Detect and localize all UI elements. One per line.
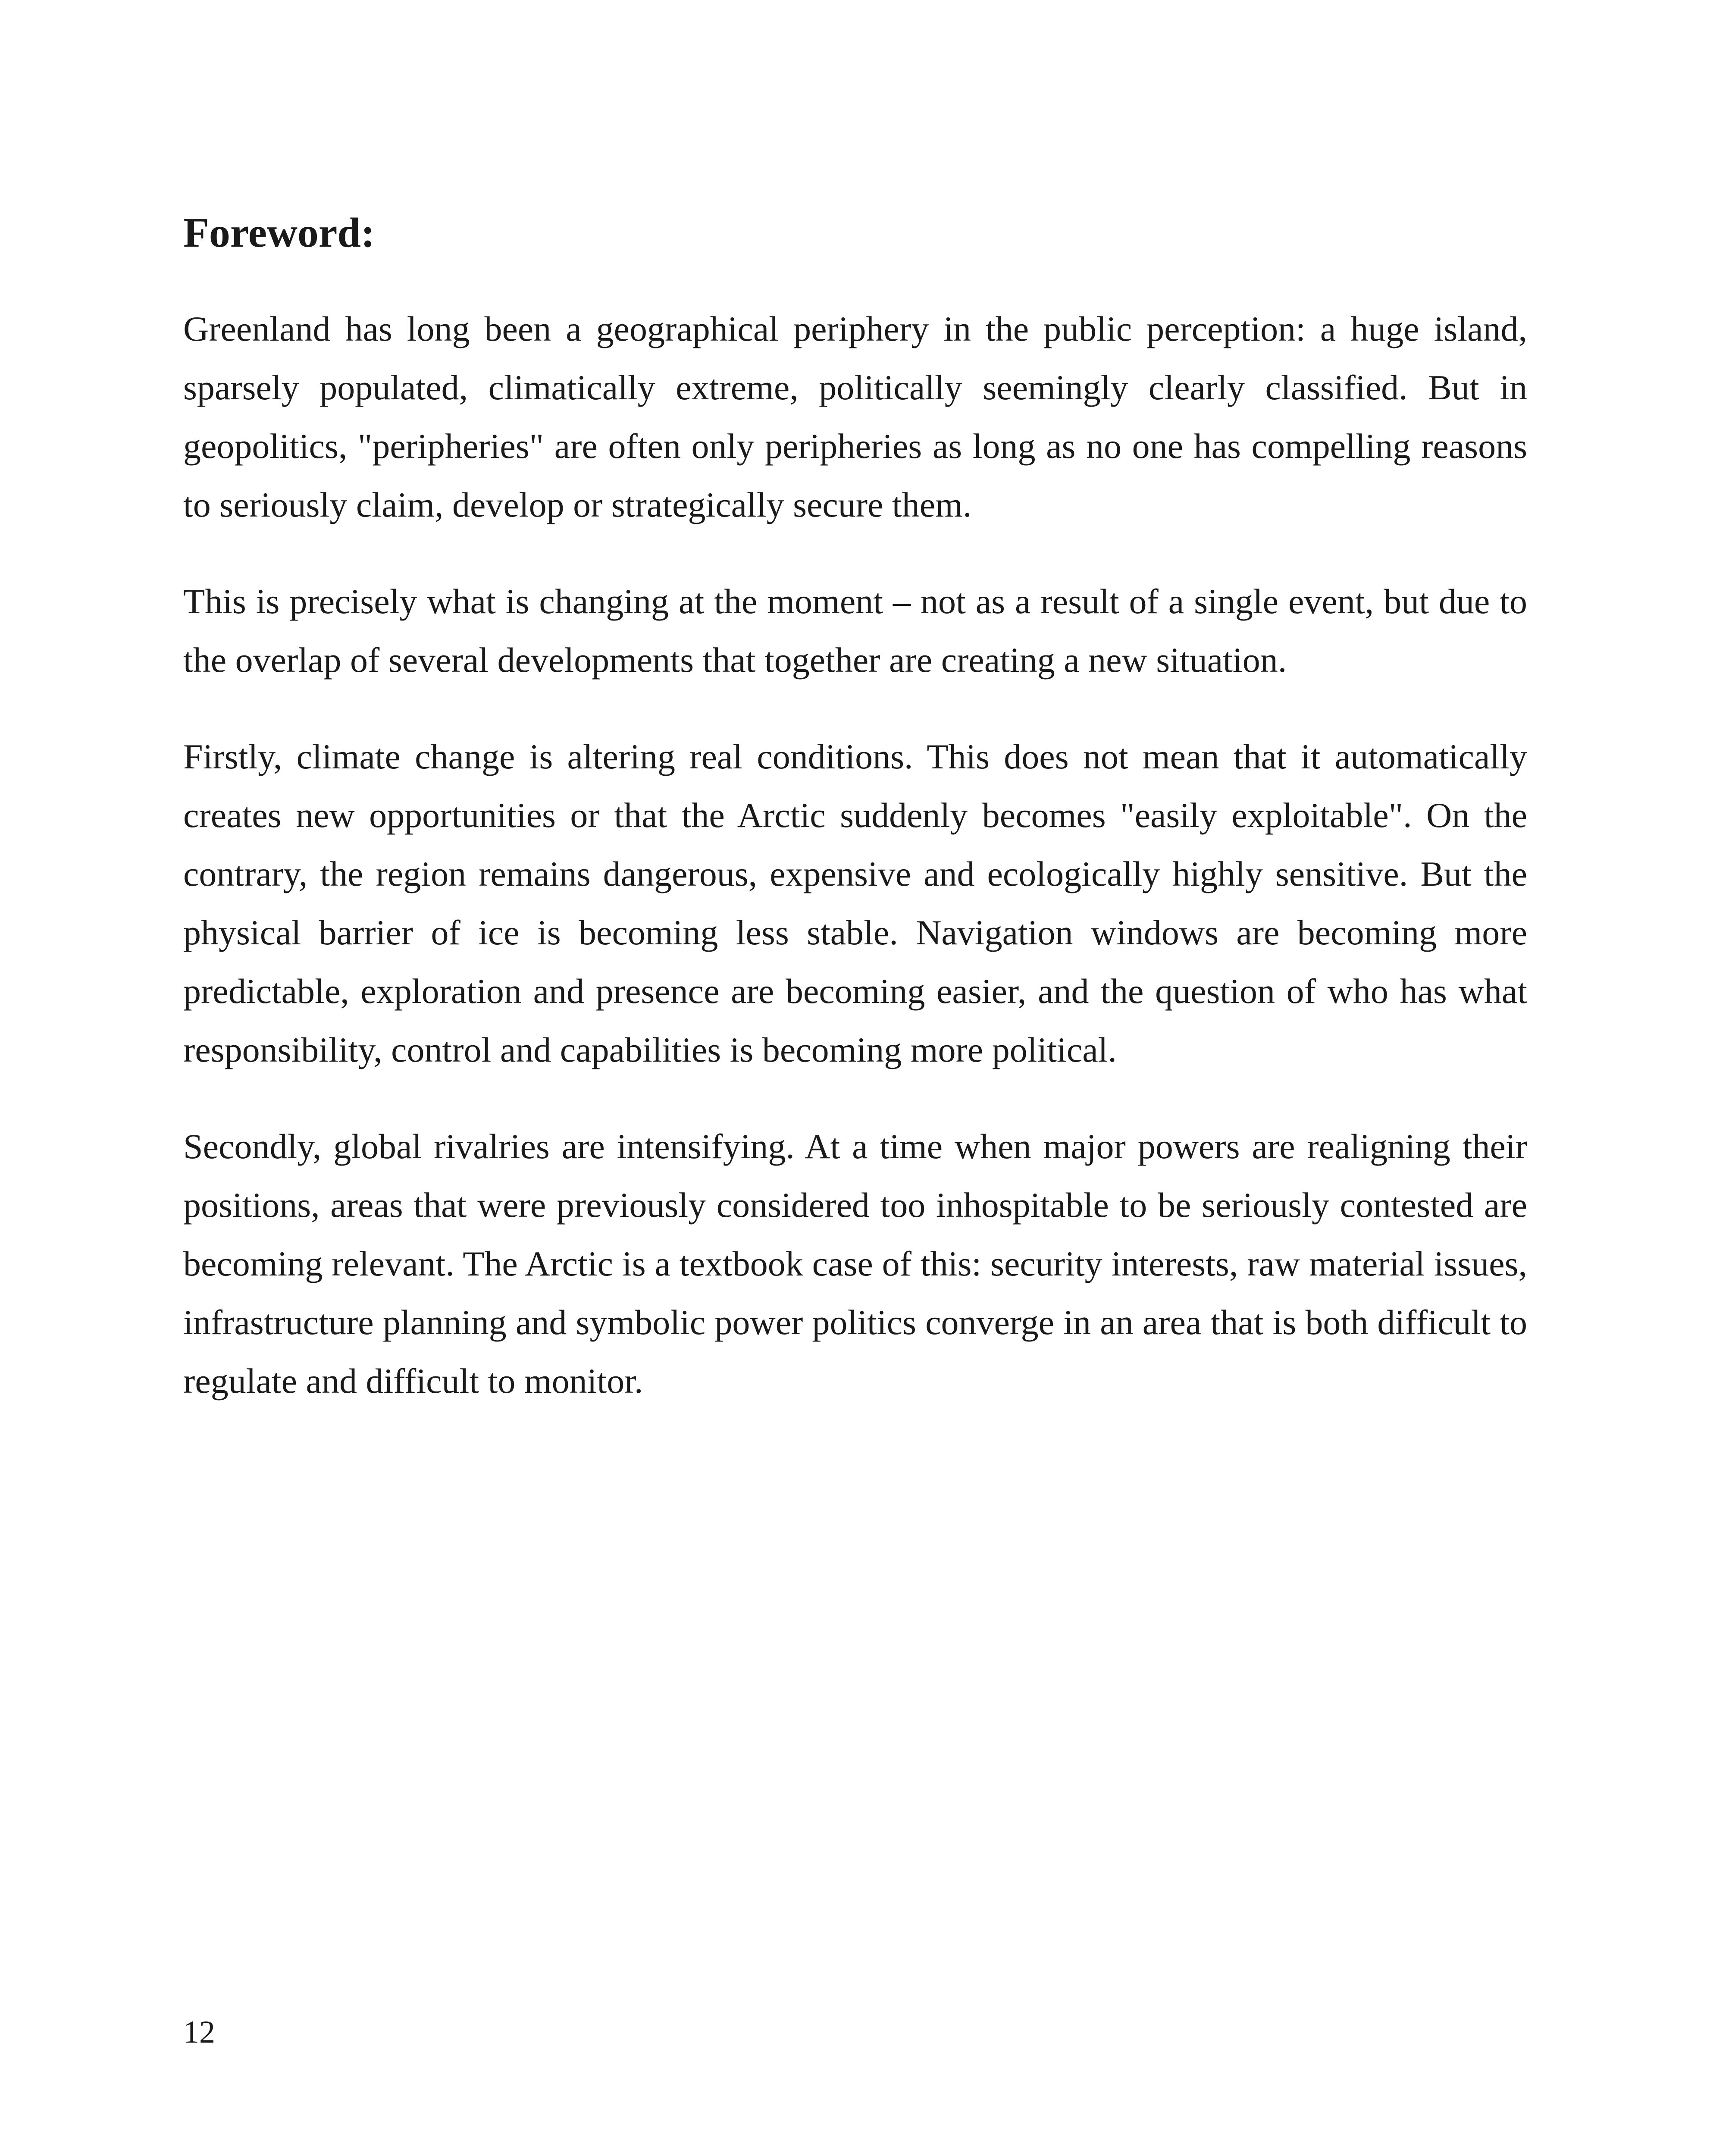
paragraph-4: Secondly, global rivalries are intensifying. At a time when major powers are realigning their positions, areas that were previously considered too inhospitable to be seriously contested are becoming relevant. The Arctic is a textbook case of this: security interests, raw material issues, infrastructure planning and symbolic power politics converge in an area that is both difficult to regulate and difficult to monitor. [183,1127,1527,1401]
paragraph-3: Firstly, climate change is altering real conditions. This does not mean that it automatically creates new opportunities or that the Arctic suddenly becomes "easily exploitable". On the contrary, the region remains dangerous, expensive and ecologically highly sensitive. But the physical barrier of ice is becoming less stable. Navigation windows are becoming more predictable, exploration and presence are becoming easier, and the question of who has what responsibility, control and capabilities is becoming more political. [183,737,1527,1069]
page-content [183,207,1527,1448]
paragraph-1: Greenland has long been a geographical periphery in the public perception: a huge island, sparsely populated, climatically extreme, politically seemingly clearly classified. But in geopolitics, "peripheries" are often only peripheries as long as no one has compelling reasons to seriously claim, develop or strategically secure them. [183,309,1527,524]
page-number: 12 [183,2015,215,2050]
section-heading: Foreword: [183,210,375,256]
paragraph-2: This is precisely what is changing at the moment – not as a result of a single event, but due to the overlap of several developments that together are creating a new situation. [183,582,1527,680]
